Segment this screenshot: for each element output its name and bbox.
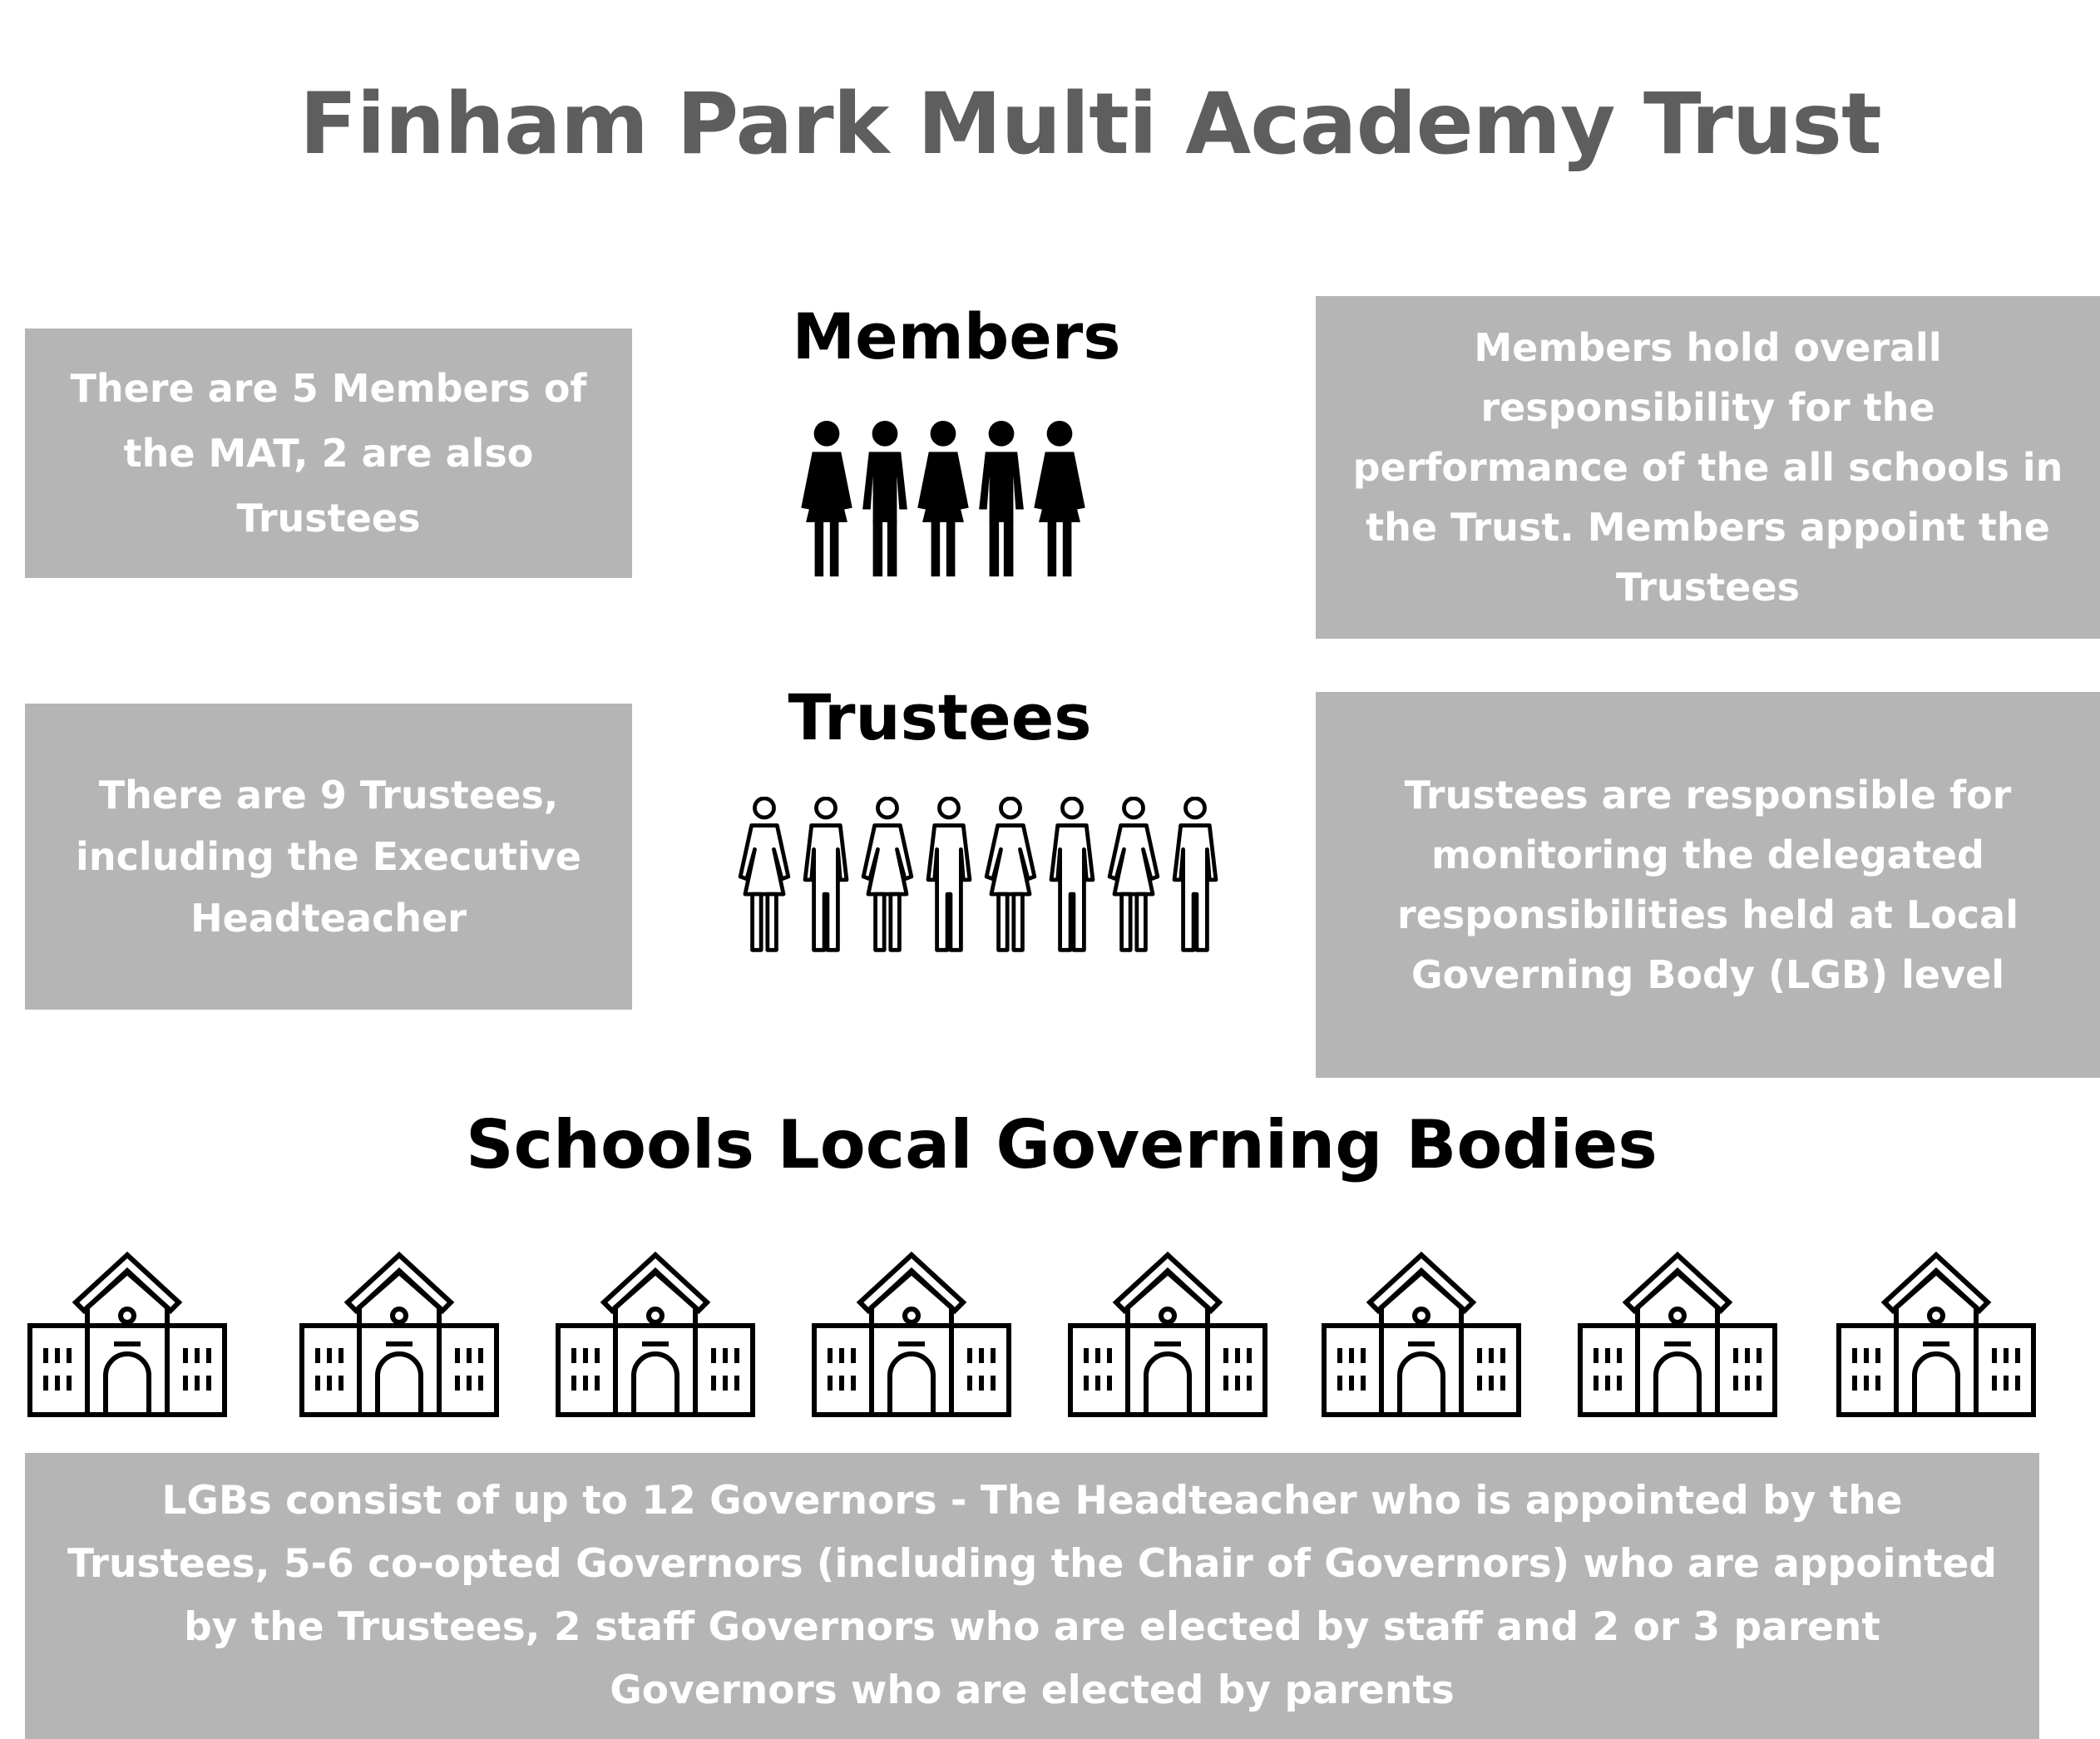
lgb-description-text: LGBs consist of up to 12 Governors - The Headteacher who is appointed by the Trustees, 5-6 co-opted Governors (including the Chair of Governors) who are appointed by the Trustees, 2 staff Governors who are elected by staff and 2 or 3 parent Governors who are elected by parents [67, 1478, 1998, 1713]
members-role-box [1316, 296, 2100, 639]
people-group-icon-outline [732, 797, 1235, 956]
school-building-icon [27, 1251, 227, 1417]
members-count-box [25, 329, 632, 578]
members-count-text: There are 5 Members of the MAT, 2 are also Trustees [70, 366, 587, 541]
members-role-text: Members hold overall responsibility for the performance of the all schools in the Trust. Members appoint the Trustees [1352, 325, 2063, 610]
trustees-count-text: There are 9 Trustees, including the Executive Headteacher [76, 773, 581, 941]
school-building-icon [1578, 1251, 1777, 1417]
school-building-icon [556, 1251, 755, 1417]
trustees-count-box [25, 704, 632, 1010]
page-title: Finham Park Multi Academy Trust [299, 75, 1881, 174]
school-building-icon [1836, 1251, 2036, 1417]
trustees-role-text: Trustees are responsible for monitoring the delegated responsibilities held at Local Governing Body (LGB) level [1397, 773, 2018, 997]
school-building-icon [1322, 1251, 1521, 1417]
school-building-icon [299, 1251, 499, 1417]
lgb-heading: Schools Local Governing Bodies [466, 1106, 1658, 1183]
school-building-icon [1068, 1251, 1267, 1417]
lgb-description-box [25, 1453, 2039, 1739]
school-building-icon [812, 1251, 1011, 1417]
people-group-icon-filled [794, 420, 1094, 580]
members-heading: Members [792, 299, 1121, 373]
school-icons-row [0, 1247, 2100, 1422]
trustees-role-box [1316, 692, 2100, 1078]
trustees-heading: Trustees [788, 680, 1092, 754]
